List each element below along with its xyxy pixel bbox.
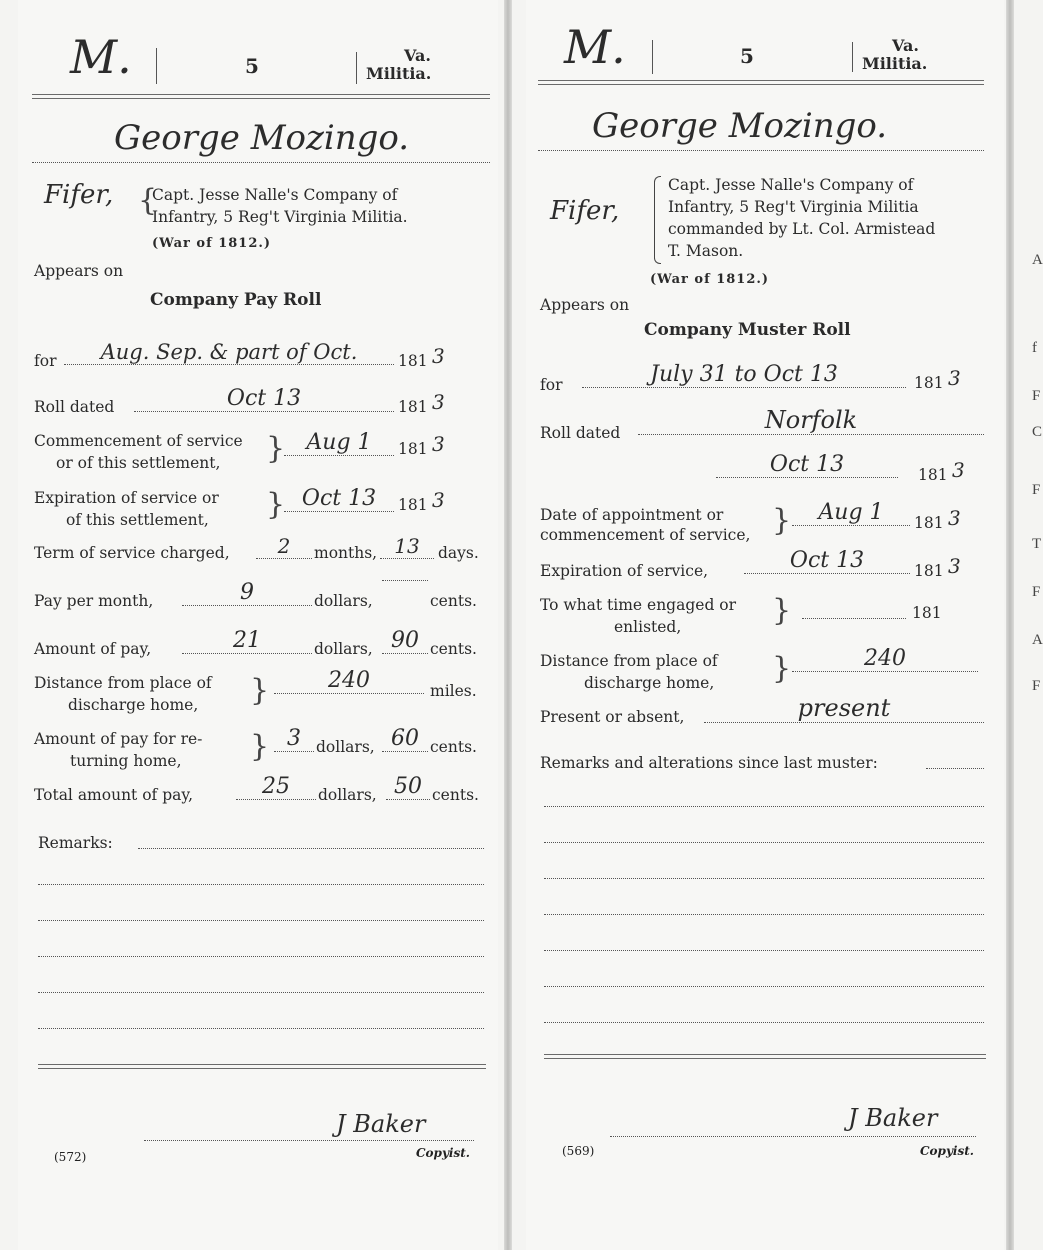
- header-rule: [32, 94, 490, 95]
- distance-value: 240: [792, 646, 978, 672]
- header-state: Va.: [404, 46, 431, 65]
- page-spine: [1006, 0, 1014, 1250]
- edge-letter: F: [1032, 584, 1041, 600]
- return-cents: 60: [382, 726, 428, 752]
- muster-roll-card: [526, 0, 1004, 1250]
- appears-on: Appears on: [34, 262, 124, 280]
- pay-month-cents: [382, 580, 428, 581]
- amount-of-pay-label: Amount of pay,: [34, 640, 152, 658]
- year-prefix: 181: [914, 374, 944, 392]
- soldier-rank: Fifer,: [550, 196, 620, 226]
- remarks-line: [544, 986, 984, 987]
- cents-label: cents.: [432, 786, 479, 804]
- war-label: (War of 1812.): [152, 236, 272, 251]
- term-months-value: 2: [256, 534, 312, 559]
- remarks-line: [544, 806, 984, 807]
- appointment-year: 3: [948, 506, 961, 530]
- footer-rule: [544, 1054, 986, 1055]
- present-label: Present or absent,: [540, 708, 685, 726]
- edge-letter: C: [1032, 424, 1043, 440]
- commencement-year: 3: [432, 432, 445, 456]
- year-prefix: 181: [398, 352, 428, 370]
- war-label: (War of 1812.): [650, 272, 770, 287]
- pay-cents: 90: [382, 628, 428, 654]
- pay-per-month-label: Pay per month,: [34, 592, 154, 610]
- total-cents: 50: [386, 774, 430, 800]
- appears-on: Appears on: [540, 296, 630, 314]
- header-unit: Militia.: [862, 54, 928, 73]
- header-initial: M.: [564, 20, 626, 74]
- returning-label: Amount of pay for re-: [34, 730, 203, 748]
- edge-letter: F: [1032, 678, 1041, 694]
- for-label: for: [540, 376, 563, 394]
- pay-dollars: 21: [182, 628, 312, 654]
- signature-line: [610, 1136, 976, 1137]
- remarks-label: Remarks:: [38, 834, 113, 852]
- signature-line: [144, 1140, 474, 1141]
- remarks-line: [926, 768, 984, 769]
- soldier-name: George Mozingo.: [114, 118, 410, 158]
- remarks-line: [544, 914, 984, 915]
- miles-label: miles.: [430, 682, 477, 700]
- remarks-label: Remarks and alterations since last muster:: [540, 754, 878, 772]
- header-initial: M.: [70, 30, 132, 84]
- for-year: 3: [432, 344, 445, 368]
- edge-letter: A: [1032, 252, 1043, 268]
- year-prefix: 181: [914, 514, 944, 532]
- present-value: present: [704, 694, 984, 723]
- year-prefix: 181: [398, 398, 428, 416]
- pay-roll-card: [18, 0, 498, 1250]
- for-year: 3: [948, 366, 961, 390]
- commencement-label: or of this settlement,: [56, 454, 221, 472]
- expiration-value: Oct 13: [284, 486, 394, 512]
- distance-label: discharge home,: [68, 696, 199, 714]
- distance-label: discharge home,: [584, 674, 715, 692]
- company-line: Infantry, 5 Reg't Virginia Militia.: [152, 208, 408, 226]
- remarks-line: [544, 878, 984, 879]
- company-line: Capt. Jesse Nalle's Company of: [668, 176, 914, 194]
- dollars-label: dollars,: [316, 738, 375, 756]
- company-line: commanded by Lt. Col. Armistead: [668, 220, 936, 238]
- edge-letter: F: [1032, 482, 1041, 498]
- pay-month-dollars: 9: [182, 580, 312, 606]
- engaged-value: [802, 598, 906, 619]
- engaged-label: enlisted,: [614, 618, 682, 636]
- year-prefix: 181: [914, 562, 944, 580]
- header-divider: [852, 42, 853, 72]
- roll-type: Company Pay Roll: [150, 290, 322, 310]
- header-rule: [538, 84, 984, 85]
- distance-label: Distance from place of: [34, 674, 212, 692]
- signature: J Baker: [336, 1110, 426, 1138]
- for-label: for: [34, 352, 57, 370]
- expiration-label: of this settlement,: [66, 511, 209, 529]
- remarks-line: [138, 848, 484, 849]
- distance-label: Distance from place of: [540, 652, 718, 670]
- dollars-label: dollars,: [318, 786, 377, 804]
- header-divider: [652, 40, 653, 74]
- dollars-label: dollars,: [314, 592, 373, 610]
- cents-label: cents.: [430, 738, 477, 756]
- header-number: 5: [245, 54, 259, 78]
- header-state: Va.: [892, 36, 919, 55]
- header-number: 5: [740, 44, 754, 68]
- for-period-value: Aug. Sep. & part of Oct.: [64, 340, 394, 365]
- distance-value: 240: [274, 668, 424, 694]
- year-prefix: 181: [398, 440, 428, 458]
- expiration-year: 3: [432, 488, 445, 512]
- edge-letter: f: [1032, 340, 1037, 356]
- cents-label: cents.: [430, 592, 477, 610]
- remarks-line: [38, 920, 484, 921]
- roll-year: 3: [432, 390, 445, 414]
- roll-date-value: Oct 13: [716, 452, 898, 478]
- return-dollars: 3: [274, 726, 314, 752]
- remarks-line: [544, 950, 984, 951]
- brace: {: [138, 183, 158, 218]
- brace: }: [266, 431, 286, 466]
- header-divider: [356, 52, 357, 84]
- brace: }: [250, 673, 270, 708]
- roll-dated-value: Oct 13: [134, 386, 394, 412]
- footer-rule: [38, 1064, 486, 1065]
- remarks-line: [38, 992, 484, 993]
- total-label: Total amount of pay,: [34, 786, 193, 804]
- brace: }: [772, 593, 792, 628]
- name-line: [32, 162, 490, 163]
- appointment-label: commencement of service,: [540, 526, 751, 544]
- header-rule: [538, 80, 984, 81]
- days-label: days.: [438, 544, 479, 562]
- remarks-line: [38, 1028, 484, 1029]
- year-prefix: 181: [918, 466, 948, 484]
- cents-label: cents.: [430, 640, 477, 658]
- soldier-name: George Mozingo.: [592, 106, 888, 146]
- copyist-label: Copyist.: [920, 1144, 974, 1158]
- company-line: Infantry, 5 Reg't Virginia Militia: [668, 198, 919, 216]
- copyist-label: Copyist.: [416, 1146, 470, 1160]
- header-unit: Militia.: [366, 64, 432, 83]
- engaged-label: To what time engaged or: [540, 596, 737, 614]
- edge-letter: A: [1032, 632, 1043, 648]
- name-line: [538, 150, 984, 151]
- roll-year: 3: [952, 458, 965, 482]
- commencement-label: Commencement of service: [34, 432, 243, 450]
- card-number: (569): [562, 1144, 595, 1158]
- remarks-line: [544, 842, 984, 843]
- dollars-label: dollars,: [314, 640, 373, 658]
- roll-type: Company Muster Roll: [644, 320, 851, 340]
- brace: }: [266, 487, 286, 522]
- brace: }: [772, 651, 792, 686]
- remarks-line: [38, 884, 484, 885]
- roll-dated-label: Roll dated: [540, 424, 621, 442]
- appointment-value: Aug 1: [792, 500, 910, 526]
- edge-letter: T: [1032, 536, 1042, 552]
- returning-label: turning home,: [70, 752, 182, 770]
- months-label: months,: [314, 544, 378, 562]
- card-number: (572): [54, 1150, 87, 1164]
- company-line: T. Mason.: [668, 242, 744, 260]
- term-label: Term of service charged,: [34, 544, 230, 562]
- term-days-value: 13: [380, 534, 434, 559]
- roll-dated-label: Roll dated: [34, 398, 115, 416]
- soldier-rank: Fifer,: [44, 180, 114, 210]
- brace: }: [250, 729, 270, 764]
- year-prefix: 181: [912, 604, 942, 622]
- expiration-year: 3: [948, 554, 961, 578]
- company-line: Capt. Jesse Nalle's Company of: [152, 186, 398, 204]
- expiration-label: Expiration of service or: [34, 489, 219, 507]
- remarks-line: [544, 1022, 984, 1023]
- header-divider: [156, 48, 157, 84]
- appointment-label: Date of appointment or: [540, 506, 724, 524]
- expiration-label: Expiration of service,: [540, 562, 709, 580]
- expiration-value: Oct 13: [744, 548, 910, 574]
- total-dollars: 25: [236, 774, 316, 800]
- footer-rule: [544, 1058, 986, 1059]
- roll-place-value: Norfolk: [638, 406, 984, 435]
- page-spine: [504, 0, 512, 1250]
- year-prefix: 181: [398, 496, 428, 514]
- header-rule: [32, 98, 490, 99]
- remarks-line: [38, 956, 484, 957]
- commencement-value: Aug 1: [284, 430, 394, 456]
- footer-rule: [38, 1068, 486, 1069]
- edge-letter: F: [1032, 388, 1041, 404]
- signature: J Baker: [848, 1104, 938, 1132]
- brace: [654, 176, 661, 264]
- for-period-value: July 31 to Oct 13: [582, 362, 906, 388]
- brace: }: [772, 503, 792, 538]
